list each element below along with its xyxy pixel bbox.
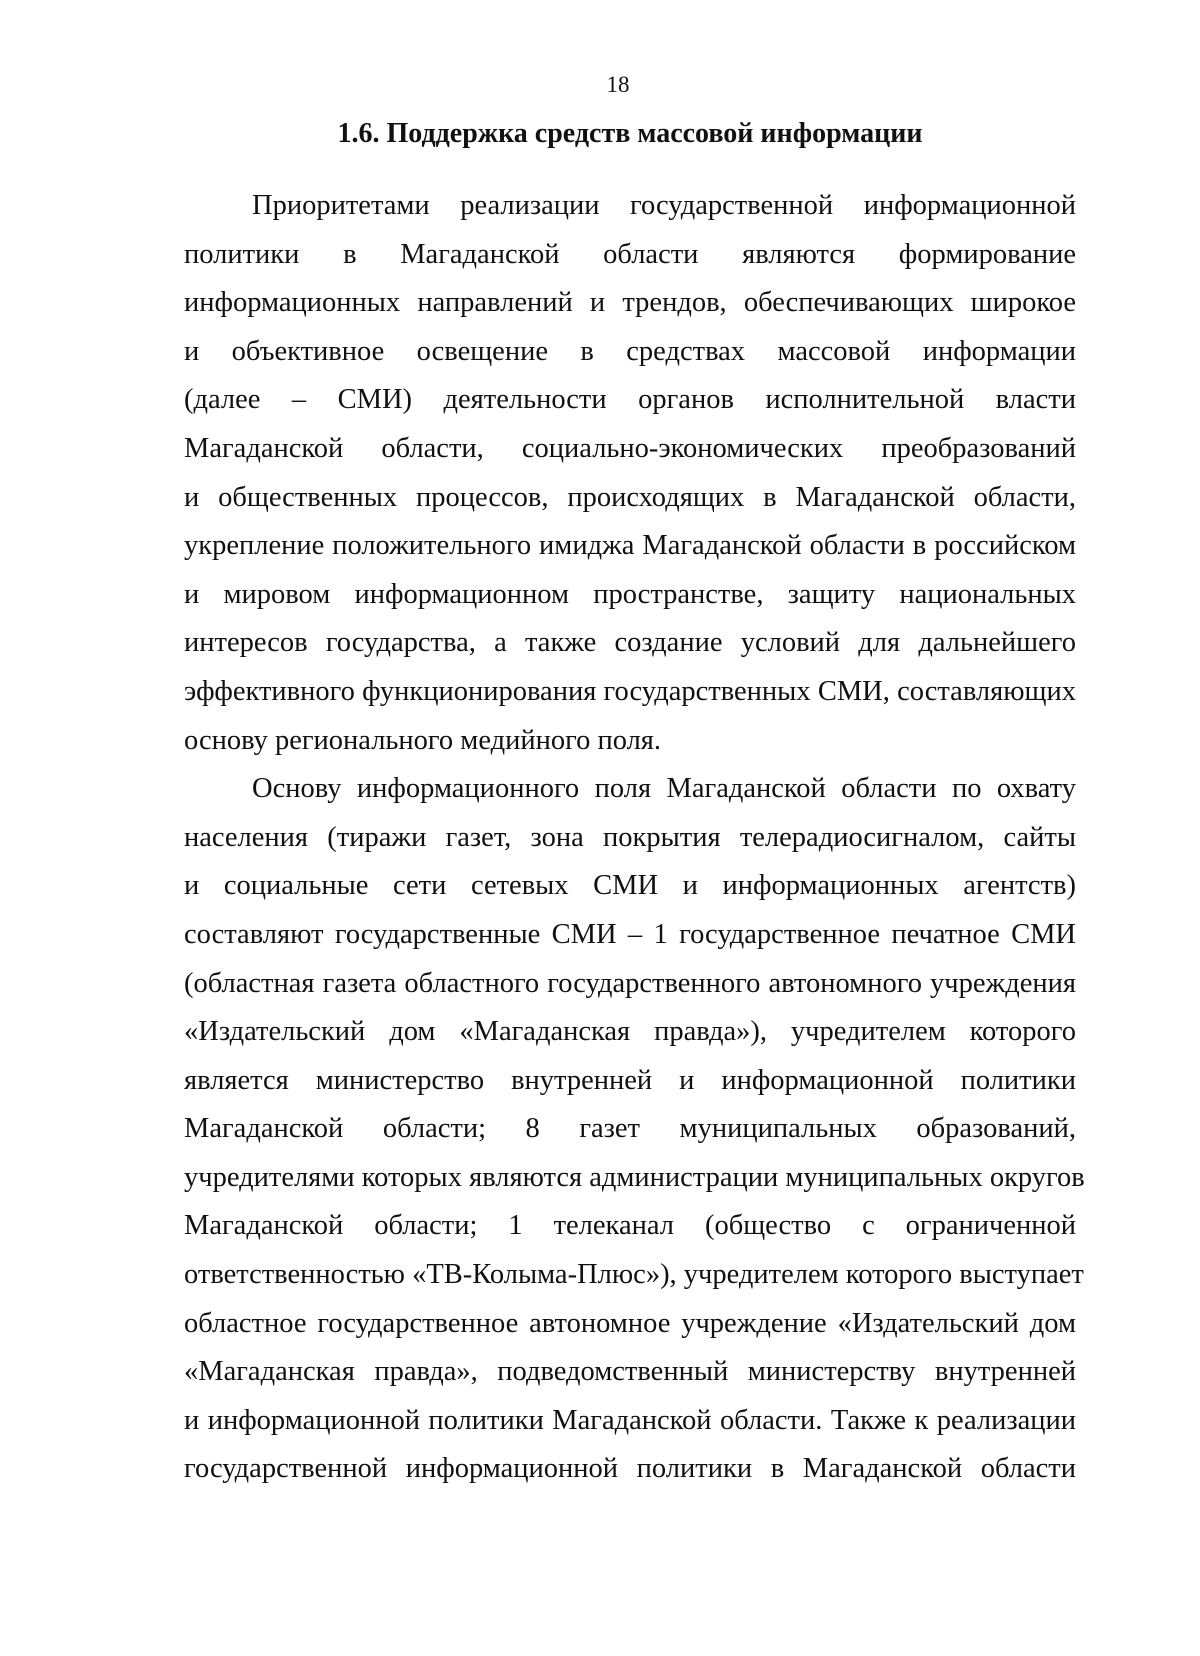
document-body: [184, 182, 1085, 1494]
text-line: Магаданской области, социально-экономических преобразований: [184, 432, 1076, 464]
text-line: и социальные сети сетевых СМИ и информационных агентств): [184, 870, 1076, 902]
text-line: Основу информационного поля Магаданской области по охвату: [252, 773, 1076, 805]
paragraph: [184, 765, 1085, 1494]
text-line: основу регионального медийного поля.: [184, 724, 662, 756]
paragraph: [184, 182, 1076, 765]
text-line: и общественных процессов, происходящих в Магаданской области,: [184, 481, 1076, 513]
text-line: составляют государственные СМИ – 1 государственное печатное СМИ: [184, 918, 1076, 950]
text-line: (областная газета областного государственного автономного учреждения: [184, 967, 1076, 999]
text-line: учредителями которых являются администрации муниципальных округов: [184, 1161, 1085, 1193]
text-line: Магаданской области; 1 телеканал (общество с ограниченной: [184, 1210, 1076, 1242]
text-line: областное государственное автономное учреждение «Издательский дом: [184, 1307, 1076, 1339]
text-line: «Издательский дом «Магаданская правда»), учредителем которого: [184, 1016, 1076, 1048]
text-line: государственной информационной политики в Магаданской области: [184, 1453, 1076, 1485]
text-line: ответственностью «ТВ-Колыма-Плюс»), учредителем которого выступает: [184, 1259, 1084, 1291]
text-line: политики в Магаданской области являются формирование: [184, 238, 1076, 270]
text-line: и объективное освещение в средствах массовой информации: [184, 335, 1076, 367]
text-line: информационных направлений и трендов, обеспечивающих широкое: [184, 287, 1076, 319]
text-line: Приоритетами реализации государственной информационной: [252, 190, 1076, 221]
page-number: 18: [606, 72, 630, 97]
text-line: «Магаданская правда», подведомственный министерству внутренней: [184, 1356, 1076, 1388]
text-line: является министерство внутренней и информационной политики: [184, 1064, 1076, 1096]
text-line: эффективного функционирования государственных СМИ, составляющих: [184, 675, 1076, 707]
text-line: (далее – СМИ) деятельности органов исполнительной власти: [184, 384, 1076, 416]
section-title: 1.6. Поддержка средств массовой информации: [337, 118, 923, 149]
text-line: и мировом информационном пространстве, защиту национальных: [184, 578, 1076, 610]
text-line: населения (тиражи газет, зона покрытия телерадиосигналом, сайты: [184, 821, 1076, 853]
text-line: укрепление положительного имиджа Магаданской области в российском: [184, 530, 1076, 562]
text-line: и информационной политики Магаданской области. Также к реализации: [184, 1404, 1076, 1436]
text-line: интересов государства, а также создание условий для дальнейшего: [184, 627, 1076, 659]
text-line: Магаданской области; 8 газет муниципальных образований,: [184, 1113, 1076, 1145]
